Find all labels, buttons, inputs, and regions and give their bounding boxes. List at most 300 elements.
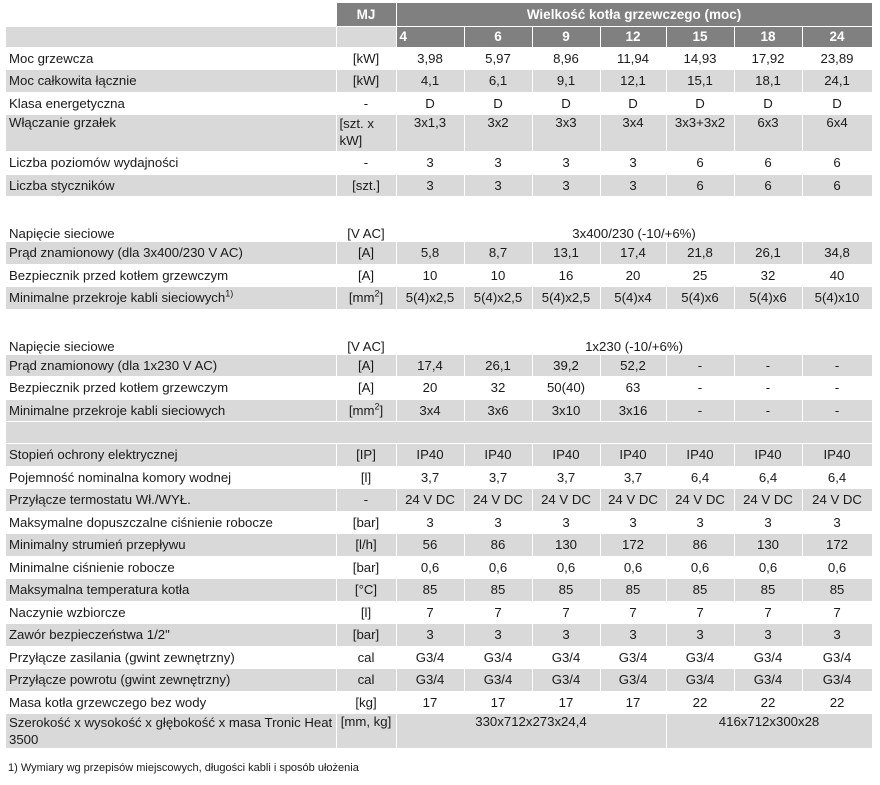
row-label-text: Minimalny strumień przepływu xyxy=(9,537,186,553)
unit-text: [IP] xyxy=(356,447,376,463)
row-unit xyxy=(336,691,396,714)
value-cell: 5(4)x6 xyxy=(734,287,802,310)
spec-row xyxy=(6,669,872,692)
row-label xyxy=(6,354,336,377)
unit-text: [A] xyxy=(357,357,375,373)
spec-row xyxy=(6,174,872,197)
row-label-text: Przyłącze termostatu Wł./WYŁ. xyxy=(9,492,191,508)
value-cell: 32 xyxy=(734,264,802,287)
value-cell: 22 xyxy=(734,691,802,714)
value-cell: 0,6 xyxy=(396,556,464,579)
value-cell: 0,6 xyxy=(600,556,666,579)
value-cell: 9,1 xyxy=(532,70,600,93)
value-cell: 6x4 xyxy=(802,115,872,152)
spacer-cell xyxy=(6,309,872,331)
value-cell: 22 xyxy=(666,691,734,714)
value-cell: 34,8 xyxy=(802,242,872,265)
value-cell: 7 xyxy=(464,601,532,624)
row-label-text: Włączanie grzałek xyxy=(9,115,117,130)
value-cell: 3 xyxy=(666,624,734,647)
value-cell: 17 xyxy=(532,691,600,714)
value-cell: 7 xyxy=(666,601,734,624)
value-cell: G3/4 xyxy=(396,646,464,669)
value-cell: 24 V DC xyxy=(464,489,532,512)
value-cell: IP40 xyxy=(802,444,872,467)
value-cell: 24 V DC xyxy=(734,489,802,512)
value-cell: 24 V DC xyxy=(532,489,600,512)
value-cell: 130 xyxy=(532,534,600,557)
value-cell: 3x10 xyxy=(532,399,600,422)
value-cell: 6 xyxy=(666,174,734,197)
value-cell: G3/4 xyxy=(532,646,600,669)
unit-column-header: MJ xyxy=(336,3,396,26)
spec-row xyxy=(6,534,872,557)
row-unit xyxy=(336,152,396,175)
unit-text: [bar] xyxy=(352,514,380,530)
spec-row xyxy=(6,579,872,602)
specification-sheet xyxy=(6,3,878,749)
value-cell: 7 xyxy=(734,601,802,624)
spec-row xyxy=(6,47,872,70)
value-cell: 3x4 xyxy=(396,399,464,422)
row-unit xyxy=(336,70,396,93)
row-unit xyxy=(336,556,396,579)
row-label-text: Moc całkowita łącznie xyxy=(9,73,137,89)
value-cell: 7 xyxy=(532,601,600,624)
value-cell: D xyxy=(532,92,600,115)
row-unit xyxy=(336,466,396,489)
value-cell: 172 xyxy=(802,534,872,557)
value-cell: 3 xyxy=(532,511,600,534)
row-unit xyxy=(336,601,396,624)
value-cell: 7 xyxy=(802,601,872,624)
row-unit xyxy=(336,174,396,197)
row-unit xyxy=(336,242,396,265)
row-label xyxy=(6,377,336,400)
size-9: 9 xyxy=(532,26,600,47)
unit-text: [A] xyxy=(357,267,375,283)
spacer-row xyxy=(6,197,872,219)
value-cell: 172 xyxy=(600,534,666,557)
row-label xyxy=(6,115,336,152)
spec-row xyxy=(6,92,872,115)
value-cell: 20 xyxy=(396,377,464,400)
value-cell: 0,6 xyxy=(734,556,802,579)
spec-row xyxy=(6,646,872,669)
spec-table xyxy=(6,3,873,749)
value-cell: 130 xyxy=(734,534,802,557)
value-cell: - xyxy=(666,377,734,400)
value-cell-small-models: 330x712x273x24,4 xyxy=(396,714,666,749)
value-cell: IP40 xyxy=(532,444,600,467)
value-cell: 5,97 xyxy=(464,47,532,70)
row-label xyxy=(6,287,336,310)
value-cell: 6,1 xyxy=(464,70,532,93)
value-cell: 56 xyxy=(396,534,464,557)
value-cell: 17 xyxy=(464,691,532,714)
value-cell: - xyxy=(802,377,872,400)
size-15: 15 xyxy=(666,26,734,47)
value-cell: 3,7 xyxy=(532,466,600,489)
value-cell: G3/4 xyxy=(666,669,734,692)
value-cell: - xyxy=(734,399,802,422)
spec-row xyxy=(6,489,872,512)
row-label-text: Masa kotła grzewczego bez wody xyxy=(9,694,207,710)
value-cell: 85 xyxy=(666,579,734,602)
footnote-marker: 1) xyxy=(225,288,234,299)
size-header-blank xyxy=(6,26,336,47)
row-label xyxy=(6,534,336,557)
row-unit xyxy=(336,669,396,692)
value-cell: 7 xyxy=(396,601,464,624)
row-label xyxy=(6,601,336,624)
value-cell: 3,7 xyxy=(396,466,464,489)
value-cell: 0,6 xyxy=(802,556,872,579)
value-cell: 5,8 xyxy=(396,242,464,265)
value-cell: 3 xyxy=(600,152,666,175)
row-label xyxy=(6,511,336,534)
spec-row xyxy=(6,287,872,310)
row-label-text: Maksymalna temperatura kotła xyxy=(9,582,190,598)
spacer-row xyxy=(6,309,872,331)
value-cell: 3x4 xyxy=(600,115,666,152)
value-cell: 3x3 xyxy=(532,115,600,152)
value-cell: 6 xyxy=(734,174,802,197)
row-label xyxy=(6,579,336,602)
value-cell: 85 xyxy=(464,579,532,602)
value-cell: 24 V DC xyxy=(666,489,734,512)
row-label xyxy=(6,714,336,749)
value-cell: 52,2 xyxy=(600,354,666,377)
value-cell: 15,1 xyxy=(666,70,734,93)
value-cell: - xyxy=(734,354,802,377)
value-cell: 86 xyxy=(666,534,734,557)
value-cell: 63 xyxy=(600,377,666,400)
row-unit xyxy=(336,579,396,602)
row-label xyxy=(6,47,336,70)
value-cell: 10 xyxy=(396,264,464,287)
unit-text: [kW] xyxy=(352,50,380,66)
row-unit xyxy=(336,624,396,647)
spec-row xyxy=(6,466,872,489)
value-cell: 3,7 xyxy=(600,466,666,489)
row-label xyxy=(6,264,336,287)
value-cell: 85 xyxy=(734,579,802,602)
value-cell: G3/4 xyxy=(532,669,600,692)
spec-row xyxy=(6,714,872,749)
unit-text: [A] xyxy=(357,380,375,396)
row-label-text: Napięcie sieciowe xyxy=(9,226,115,241)
value-cell: D xyxy=(734,92,802,115)
value-cell-large-models: 416x712x300x28 xyxy=(666,714,872,749)
value-cell: 3 xyxy=(802,511,872,534)
value-cell: IP40 xyxy=(600,444,666,467)
value-cell: 6 xyxy=(802,174,872,197)
unit-text: [szt.] xyxy=(352,177,380,193)
row-unit xyxy=(336,287,396,310)
size-4: 4 xyxy=(396,26,464,47)
value-cell: 24 V DC xyxy=(396,489,464,512)
value-cell: 86 xyxy=(464,534,532,557)
row-label-text: Szerokość x wysokość x głębokość x masa Tronic Heat 3500 xyxy=(9,715,333,747)
spec-row xyxy=(6,624,872,647)
value-cell: 3 xyxy=(396,152,464,175)
row-label xyxy=(6,489,336,512)
spacer-cell xyxy=(6,422,872,444)
row-unit xyxy=(336,714,396,749)
row-label xyxy=(6,242,336,265)
unit-text: [mm, kg] xyxy=(340,714,392,729)
size-header-unit-blank xyxy=(336,26,396,47)
value-cell: 5(4)x2,5 xyxy=(464,287,532,310)
value-cell: 3 xyxy=(532,174,600,197)
value-cell: 3 xyxy=(802,624,872,647)
unit-close: ] xyxy=(379,290,384,306)
unit-superscript: 2 xyxy=(374,401,380,412)
spec-row xyxy=(6,264,872,287)
value-span-cell: 1x230 (-10/+6%) xyxy=(396,331,872,354)
value-cell: 3 xyxy=(532,152,600,175)
row-label-text: Stopień ochrony elektrycznej xyxy=(9,447,178,463)
value-cell: G3/4 xyxy=(734,669,802,692)
value-cell: 0,6 xyxy=(532,556,600,579)
value-cell: 3,98 xyxy=(396,47,464,70)
spec-row xyxy=(6,354,872,377)
value-cell: G3/4 xyxy=(666,646,734,669)
value-cell: - xyxy=(666,354,734,377)
unit-superscript: 2 xyxy=(374,288,380,299)
unit-text: [kg] xyxy=(355,694,377,710)
value-cell: 17,4 xyxy=(600,242,666,265)
value-cell: D xyxy=(666,92,734,115)
row-unit xyxy=(336,511,396,534)
row-label-text: Bezpiecznik przed kotłem grzewczym xyxy=(9,267,229,283)
unit-text: [°C] xyxy=(354,582,378,598)
spec-row xyxy=(6,115,872,152)
row-label-text: Minimalne ciśnienie robocze xyxy=(9,559,175,575)
value-cell: 39,2 xyxy=(532,354,600,377)
value-cell: 3 xyxy=(532,624,600,647)
row-label-text: Minimalne przekroje kabli sieciowych xyxy=(9,290,226,306)
spec-row xyxy=(6,219,872,242)
value-span-cell: 3x400/230 (-10/+6%) xyxy=(396,219,872,242)
row-unit xyxy=(336,264,396,287)
spec-row xyxy=(6,331,872,354)
row-label-text: Moc grzewcza xyxy=(9,50,94,66)
value-cell: - xyxy=(802,354,872,377)
spec-row xyxy=(6,152,872,175)
value-cell: 25 xyxy=(666,264,734,287)
unit-text: - xyxy=(363,155,369,171)
spec-row xyxy=(6,444,872,467)
spec-row xyxy=(6,377,872,400)
value-cell: 10 xyxy=(464,264,532,287)
value-cell: 3 xyxy=(666,511,734,534)
value-cell: 3x6 xyxy=(464,399,532,422)
row-label-text: Liczba poziomów wydajności xyxy=(9,155,179,171)
value-cell: 11,94 xyxy=(600,47,666,70)
value-cell: 3 xyxy=(464,511,532,534)
row-label xyxy=(6,444,336,467)
value-cell: 26,1 xyxy=(734,242,802,265)
row-label xyxy=(6,331,336,354)
unit-close: ] xyxy=(379,402,384,418)
spec-row xyxy=(6,601,872,624)
row-unit xyxy=(336,47,396,70)
row-label xyxy=(6,219,336,242)
value-cell: 17,92 xyxy=(734,47,802,70)
size-18: 18 xyxy=(734,26,802,47)
value-cell: G3/4 xyxy=(396,669,464,692)
unit-text: [V AC] xyxy=(347,338,385,354)
value-cell: 3 xyxy=(734,624,802,647)
value-cell: 5(4)x10 xyxy=(802,287,872,310)
value-cell: G3/4 xyxy=(464,669,532,692)
row-label-text: Przyłącze powrotu (gwint zewnętrzny) xyxy=(9,672,231,688)
value-cell: G3/4 xyxy=(600,669,666,692)
row-label xyxy=(6,70,336,93)
value-cell: IP40 xyxy=(464,444,532,467)
size-24: 24 xyxy=(802,26,872,47)
row-label-text: Klasa energetyczna xyxy=(9,95,125,111)
row-label xyxy=(6,691,336,714)
unit-text: [V AC] xyxy=(347,226,385,241)
value-cell: 6 xyxy=(666,152,734,175)
value-cell: 6,4 xyxy=(734,466,802,489)
value-cell: 21,8 xyxy=(666,242,734,265)
value-cell: G3/4 xyxy=(464,646,532,669)
row-label-text: Liczba styczników xyxy=(9,177,115,193)
spacer-cell xyxy=(6,197,872,219)
row-label xyxy=(6,646,336,669)
unit-text: [A] xyxy=(357,245,375,261)
value-cell: 6 xyxy=(802,152,872,175)
value-cell: G3/4 xyxy=(802,669,872,692)
value-cell: 3x16 xyxy=(600,399,666,422)
unit-text: - xyxy=(363,492,369,508)
value-cell: 3 xyxy=(734,511,802,534)
value-cell: 0,6 xyxy=(666,556,734,579)
value-cell: 8,96 xyxy=(532,47,600,70)
spec-row xyxy=(6,399,872,422)
value-cell: 3 xyxy=(464,624,532,647)
value-cell: 85 xyxy=(802,579,872,602)
value-cell: 8,7 xyxy=(464,242,532,265)
value-cell: 24,1 xyxy=(802,70,872,93)
unit-text: [szt. x kW] xyxy=(339,116,374,148)
unit-text: [bar] xyxy=(352,559,380,575)
value-cell: 5(4)x6 xyxy=(666,287,734,310)
unit-text: [kW] xyxy=(352,73,380,89)
row-label-text: Prąd znamionowy (dla 1x230 V AC) xyxy=(9,357,218,373)
spec-table-body xyxy=(6,3,872,749)
row-label-text: Pojemność nominalna komory wodnej xyxy=(9,469,232,485)
value-cell: 85 xyxy=(396,579,464,602)
value-cell: 50(40) xyxy=(532,377,600,400)
size-6: 6 xyxy=(464,26,532,47)
size-header-row xyxy=(6,26,872,47)
value-cell: 18,1 xyxy=(734,70,802,93)
boiler-size-header: Wielkość kotła grzewczego (moc) xyxy=(396,3,872,26)
value-cell: 13,1 xyxy=(532,242,600,265)
unit-text: [l] xyxy=(360,469,372,485)
spacer-row xyxy=(6,422,872,444)
row-label xyxy=(6,399,336,422)
row-label-text: Napięcie sieciowe xyxy=(9,338,115,354)
value-cell: 32 xyxy=(464,377,532,400)
row-unit xyxy=(336,377,396,400)
header-row xyxy=(6,3,872,26)
value-cell: 4,1 xyxy=(396,70,464,93)
row-label xyxy=(6,466,336,489)
spec-row xyxy=(6,691,872,714)
unit-text: [bar] xyxy=(352,627,380,643)
value-cell: 16 xyxy=(532,264,600,287)
value-cell: IP40 xyxy=(666,444,734,467)
unit-text: cal xyxy=(357,672,375,688)
value-cell: 22 xyxy=(802,691,872,714)
value-cell: G3/4 xyxy=(802,646,872,669)
value-cell: 20 xyxy=(600,264,666,287)
row-label-text: Bezpiecznik przed kotłem grzewczym xyxy=(9,380,229,396)
row-label xyxy=(6,669,336,692)
unit-text: [mm xyxy=(348,402,375,418)
value-cell: 26,1 xyxy=(464,354,532,377)
spec-row xyxy=(6,556,872,579)
value-cell: 3 xyxy=(600,511,666,534)
row-label-text: Zawór bezpieczeństwa 1/2" xyxy=(9,627,170,643)
row-label xyxy=(6,152,336,175)
value-cell: 3,7 xyxy=(464,466,532,489)
row-label-text: Przyłącze zasilania (gwint zewnętrzny) xyxy=(9,649,235,665)
row-label-text: Minimalne przekroje kabli sieciowych xyxy=(9,402,226,418)
row-unit xyxy=(336,331,396,354)
value-cell: 6,4 xyxy=(802,466,872,489)
value-cell: IP40 xyxy=(396,444,464,467)
value-cell: 3 xyxy=(396,624,464,647)
value-cell: 6 xyxy=(734,152,802,175)
row-label xyxy=(6,174,336,197)
value-cell: D xyxy=(464,92,532,115)
row-label-text: Naczynie wzbiorcze xyxy=(9,604,126,620)
row-unit xyxy=(336,92,396,115)
value-cell: 3x3+3x2 xyxy=(666,115,734,152)
value-cell: 3 xyxy=(600,624,666,647)
value-cell: 5(4)x4 xyxy=(600,287,666,310)
value-cell: 3x2 xyxy=(464,115,532,152)
value-cell: 5(4)x2,5 xyxy=(532,287,600,310)
value-cell: 3 xyxy=(396,174,464,197)
header-blank-cell xyxy=(6,3,336,26)
value-cell: 24 V DC xyxy=(600,489,666,512)
value-cell: G3/4 xyxy=(600,646,666,669)
row-unit xyxy=(336,399,396,422)
value-cell: 3 xyxy=(464,174,532,197)
value-cell: 5(4)x2,5 xyxy=(396,287,464,310)
row-unit xyxy=(336,115,396,152)
value-cell: 3 xyxy=(600,174,666,197)
value-cell: 40 xyxy=(802,264,872,287)
value-cell: 6,4 xyxy=(666,466,734,489)
value-cell: 17 xyxy=(396,691,464,714)
value-cell: 3 xyxy=(396,511,464,534)
row-unit xyxy=(336,489,396,512)
unit-text: cal xyxy=(357,649,375,665)
spec-row xyxy=(6,511,872,534)
value-cell: G3/4 xyxy=(734,646,802,669)
value-cell: - xyxy=(734,377,802,400)
value-cell: 3 xyxy=(464,152,532,175)
